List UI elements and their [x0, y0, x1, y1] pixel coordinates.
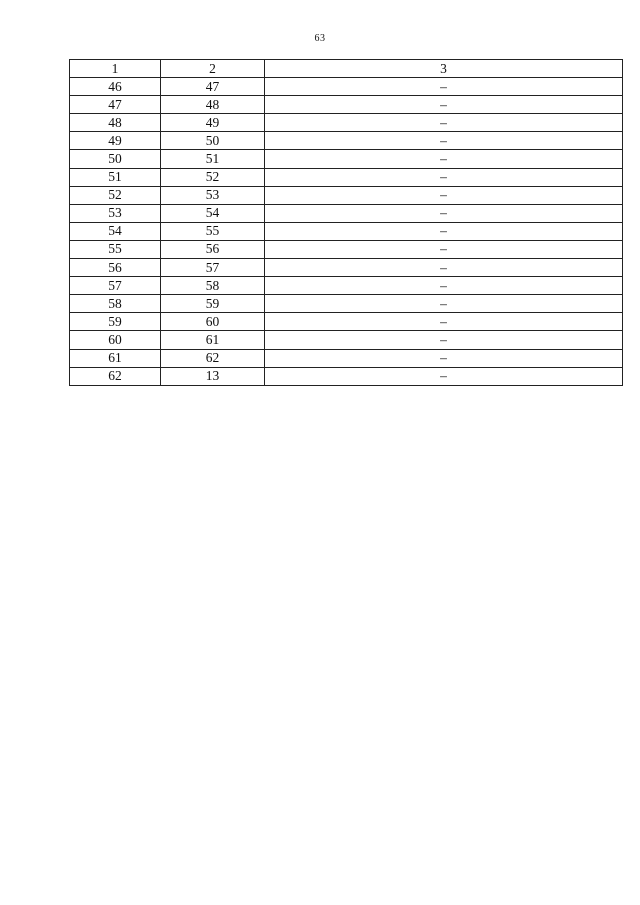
- table-cell: 49: [70, 132, 161, 150]
- table-row: [70, 150, 623, 168]
- table-cell: 61: [70, 349, 161, 367]
- table-cell: –: [265, 349, 623, 367]
- table-cell: 59: [161, 295, 265, 313]
- table-row: [70, 295, 623, 313]
- table-cell: 48: [161, 96, 265, 114]
- table-cell: 53: [161, 186, 265, 204]
- table-cell: 60: [161, 313, 265, 331]
- table-cell: 62: [70, 367, 161, 385]
- table-row: [70, 277, 623, 295]
- table-cell: 51: [70, 168, 161, 186]
- table-row: [70, 78, 623, 96]
- table-cell: 57: [161, 259, 265, 277]
- table-cell: –: [265, 295, 623, 313]
- table-cell: 50: [70, 150, 161, 168]
- table-cell: 53: [70, 204, 161, 222]
- table-cell: 49: [161, 114, 265, 132]
- table-row: [70, 96, 623, 114]
- table-cell: 47: [70, 96, 161, 114]
- table-cell: –: [265, 204, 623, 222]
- table-row: [70, 114, 623, 132]
- column-header-1: 1: [70, 60, 161, 78]
- column-header-3: 3: [265, 60, 623, 78]
- page-number: 63: [314, 33, 326, 44]
- table-cell: 55: [161, 222, 265, 240]
- table-header: [70, 60, 623, 78]
- table-row: [70, 168, 623, 186]
- table-cell: 54: [70, 222, 161, 240]
- table-cell: –: [265, 222, 623, 240]
- table-cell: 60: [70, 331, 161, 349]
- table-row: [70, 204, 623, 222]
- table-cell: –: [265, 259, 623, 277]
- table-header-row: [70, 60, 623, 78]
- table-row: [70, 259, 623, 277]
- table-cell: 46: [70, 78, 161, 96]
- table-cell: –: [265, 186, 623, 204]
- table-cell: 57: [70, 277, 161, 295]
- table-row: [70, 331, 623, 349]
- table-cell: 47: [161, 78, 265, 96]
- table-row: [70, 132, 623, 150]
- table-cell: –: [265, 240, 623, 258]
- table-cell: –: [265, 313, 623, 331]
- table-row: [70, 349, 623, 367]
- table-cell: –: [265, 78, 623, 96]
- column-header-2: 2: [161, 60, 265, 78]
- table-cell: –: [265, 168, 623, 186]
- table-row: [70, 222, 623, 240]
- table-cell: 58: [70, 295, 161, 313]
- table-cell: –: [265, 96, 623, 114]
- table-cell: 56: [70, 259, 161, 277]
- table-cell: 58: [161, 277, 265, 295]
- table-cell: 59: [70, 313, 161, 331]
- table-cell: –: [265, 277, 623, 295]
- data-table: [69, 59, 623, 386]
- table-row: [70, 240, 623, 258]
- table-cell: 51: [161, 150, 265, 168]
- table-cell: 54: [161, 204, 265, 222]
- table-cell: 52: [161, 168, 265, 186]
- table-row: [70, 313, 623, 331]
- table-row: [70, 186, 623, 204]
- table-cell: –: [265, 132, 623, 150]
- table-cell: –: [265, 150, 623, 168]
- table-cell: –: [265, 367, 623, 385]
- table-cell: 48: [70, 114, 161, 132]
- table-cell: –: [265, 331, 623, 349]
- table-cell: 62: [161, 349, 265, 367]
- table-cell: 56: [161, 240, 265, 258]
- table-cell: 61: [161, 331, 265, 349]
- table-cell: 50: [161, 132, 265, 150]
- table-cell: 55: [70, 240, 161, 258]
- table-cell: 13: [161, 367, 265, 385]
- table-body: [70, 78, 623, 386]
- table-cell: –: [265, 114, 623, 132]
- table-row: [70, 367, 623, 385]
- table-cell: 52: [70, 186, 161, 204]
